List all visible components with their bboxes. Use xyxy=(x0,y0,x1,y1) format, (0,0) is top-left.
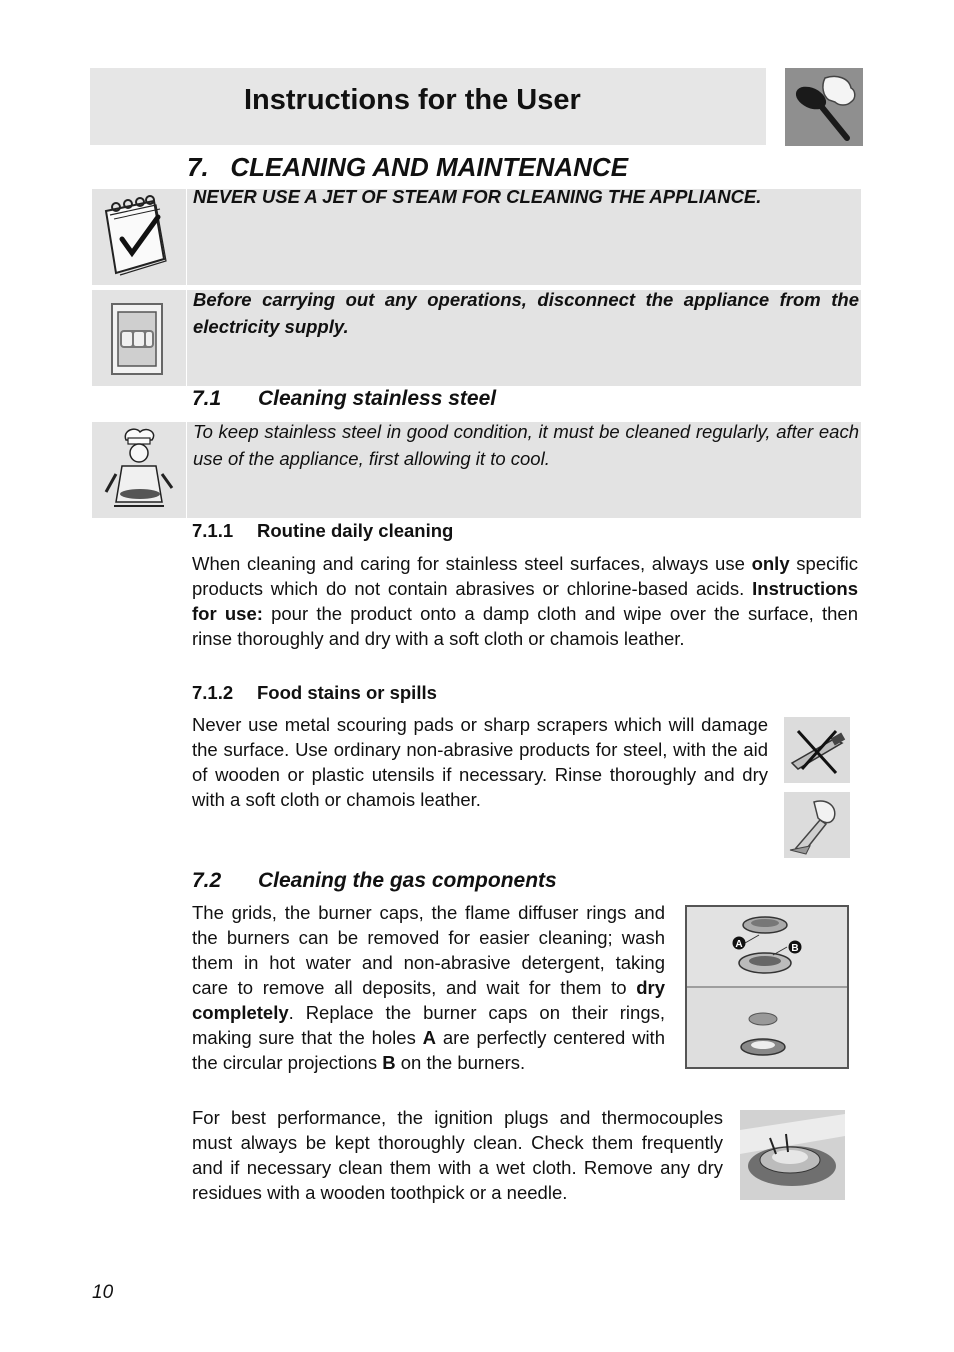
gas-components-paragraph xyxy=(192,900,665,1075)
routine-text-2: specific products which do not contain abrasives or chlorine-based acids. xyxy=(192,553,858,599)
disconnect-warning-text: Before carrying out any operations, disconnect the appliance from the electricity supply. xyxy=(193,289,859,337)
routine-text-only: only xyxy=(751,553,790,574)
section-7-1-title: Cleaning stainless steel xyxy=(258,387,497,410)
routine-text-1: When cleaning and caring for stainless steel surfaces, always use xyxy=(192,553,752,574)
page-title: Instructions for the User xyxy=(244,84,581,116)
gas-text-a: A xyxy=(422,1027,437,1048)
power-switch-icon xyxy=(92,290,186,386)
gas-text-3: are perfectly centered with the circular projections xyxy=(192,1027,665,1073)
section-7-2-title: Cleaning the gas components xyxy=(258,869,557,892)
routine-text-instructions: Instructions for use: xyxy=(192,578,858,624)
routine-text-3: pour the product onto a damp cloth and wipe over the surface, then rinse thoroughly and dry with a soft cloth or chamois leather. xyxy=(192,603,858,649)
section-7-1-1-number: 7.1.1 xyxy=(192,520,234,541)
label-a: A xyxy=(735,939,743,950)
disconnect-warning-box xyxy=(187,290,861,386)
gas-text-dry: dry completely xyxy=(192,977,665,1023)
section-7-1-1-heading xyxy=(192,520,453,542)
routine-cleaning-paragraph xyxy=(192,551,858,651)
steam-warning-text: NEVER USE A JET OF STEAM FOR CLEANING THE APPLIANCE. xyxy=(193,186,762,207)
section-7-2-heading xyxy=(192,869,557,893)
gas-text-b: B xyxy=(382,1052,396,1073)
stainless-steel-text: To keep stainless steel in good condition, it must be cleaned regularly, after each use of the appliance, first allowing it to cool. xyxy=(193,421,859,469)
section-7-2-number: 7.2 xyxy=(192,869,222,892)
gas-text-4: on the burners. xyxy=(395,1052,526,1073)
stainless-steel-box xyxy=(187,422,861,518)
chef-spoon-icon xyxy=(785,68,863,146)
no-knife-icon xyxy=(784,717,850,783)
notepad-check-icon xyxy=(92,189,186,285)
section-7-1-2-heading xyxy=(192,682,437,704)
ignition-burner-figure xyxy=(740,1110,845,1200)
section-7-1-1-title: Routine daily cleaning xyxy=(257,520,454,541)
section-7-1-number: 7.1 xyxy=(192,387,222,410)
gas-text-2: . Replace the burner caps on their rings, making sure that the holes xyxy=(192,1002,665,1048)
ignition-plugs-paragraph: For best performance, the ignition plugs and thermocouples must always be kept thoroughly clean. Check them frequently and if necessary clean them with a wet cloth. Remove any dry residues with a wooden toothpick or a needle. xyxy=(192,1107,723,1203)
label-b: B xyxy=(791,943,799,954)
section-7-1-2-title: Food stains or spills xyxy=(257,682,437,703)
steam-warning-box xyxy=(187,186,861,285)
section-7-1-2-number: 7.1.2 xyxy=(192,682,234,703)
food-stains-paragraph: Never use metal scouring pads or sharp scrapers which will damage the surface. Use ordinary non-abrasive products for steel, with the aid of wooden or plastic utensils if necessary. Rinse thoroughly and dry with a soft cloth or chamois leather. xyxy=(192,714,768,810)
burner-figure xyxy=(685,905,849,1069)
wooden-utensil-icon xyxy=(784,792,850,858)
page-number: 10 xyxy=(92,1282,114,1303)
section-7-1-heading xyxy=(192,387,496,411)
gas-text-1: The grids, the burner caps, the flame diffuser rings and the burners can be removed for easier cleaning; wash them in hot water and non-abrasive detergent, taking care to remove all deposits, and wait for them to xyxy=(192,902,665,998)
chef-icon xyxy=(92,422,186,518)
section-title: 7. CLEANING AND MAINTENANCE xyxy=(187,152,629,182)
